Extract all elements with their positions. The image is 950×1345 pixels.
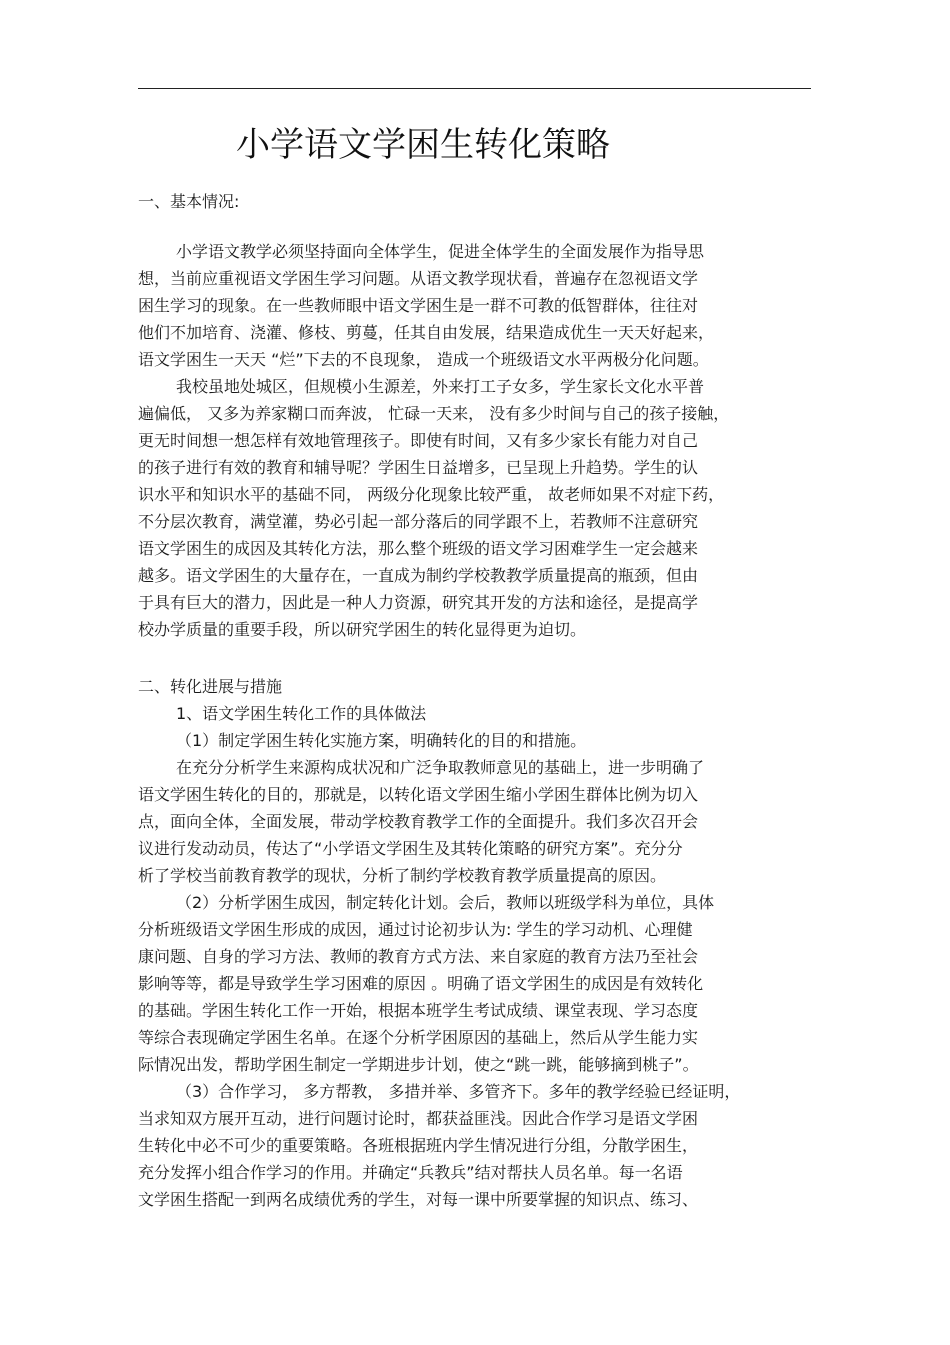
- paragraph-line: 语文学困生转化的目的，那就是，以转化语文学困生缩小学困生群体比例为切入: [138, 785, 699, 804]
- subsection-heading: 1、语文学困生转化工作的具体做法: [176, 704, 427, 723]
- paragraph-line: 等综合表现确定学困生名单。在逐个分析学困原因的基础上，然后从学生能力实: [138, 1028, 699, 1047]
- paragraph-line: 越多。语文学困生的大量存在，一直成为制约学校教教学质量提高的瓶颈，但由: [138, 566, 699, 585]
- paragraph-line: 识水平和知识水平的基础不同， 两级分化现象比较严重， 故老师如果不对症下药，: [138, 485, 725, 504]
- paragraph-line: 不分层次教育，满堂灌，势必引起一部分落后的同学跟不上，若教师不注意研究: [138, 512, 699, 531]
- paragraph-line: 生转化中必不可少的重要策略。各班根据班内学生情况进行分组，分散学困生，: [138, 1136, 699, 1155]
- paragraph-line: （3）合作学习， 多方帮教， 多措并举、多管齐下。多年的教学经验已经证明，: [176, 1082, 741, 1101]
- paragraph-line: 校办学质量的重要手段，所以研究学困生的转化显得更为迫切。: [138, 620, 587, 639]
- paragraph-line: 他们不加培育、浇灌、修枝、剪蔓，任其自由发展，结果造成优生一天天好起来，: [138, 323, 715, 342]
- item-heading: （1）制定学困生转化实施方案，明确转化的目的和措施。: [176, 731, 587, 750]
- paragraph-line: 的孩子进行有效的教育和辅导呢？学困生日益增多，已呈现上升趋势。学生的认: [138, 458, 699, 477]
- paragraph-line: 想，当前应重视语文学困生学习问题。从语文教学现状看，普遍存在忽视语文学: [138, 269, 699, 288]
- paragraph-line: 的基础。学困生转化工作一开始，根据本班学生考试成绩、课堂表现、学习态度: [138, 1001, 699, 1020]
- paragraph-line: 析了学校当前教育教学的现状，分析了制约学校教育教学质量提高的原因。: [138, 866, 667, 885]
- paragraph-line: 点，面向全体，全面发展，带动学校教育教学工作的全面提升。我们多次召开会: [138, 812, 699, 831]
- paragraph-line: 议进行发动动员，传达了“小学语文学困生及其转化策略的研究方案”。充分分: [138, 839, 683, 858]
- paragraph-line: 语文学困生的成因及其转化方法，那么整个班级的语文学习困难学生一定会越来: [138, 539, 699, 558]
- paragraph-line: （2）分析学困生成因，制定转化计划。会后，教师以班级学科为单位，具体: [176, 893, 715, 912]
- paragraph-line: 困生学习的现象。在一些教师眼中语文学困生是一群不可教的低智群体，往往对: [138, 296, 699, 315]
- paragraph-line: 文学困生搭配一到两名成绩优秀的学生，对每一课中所要掌握的知识点、练习、: [138, 1190, 699, 1209]
- paragraph-line: 语文学困生一天天 “烂”下去的不良现象， 造成一个班级语文水平两极分化问题。: [138, 350, 709, 369]
- paragraph-line: 遍偏低， 又多为养家糊口而奔波， 忙碌一天来， 没有多少时间与自己的孩子接触，: [138, 404, 730, 423]
- paragraph-line: 更无时间想一想怎样有效地管理孩子。即使有时间，又有多少家长有能力对自己: [138, 431, 699, 450]
- paragraph-line: 影响等等，都是导致学生学习困难的原因 。明确了语文学困生的成因是有效转化: [138, 974, 704, 993]
- paragraph-line: 康问题、自身的学习方法、教师的教育方式方法、来自家庭的教育方法乃至社会: [138, 947, 699, 966]
- paragraph-line: 我校虽地处城区，但规模小生源差，外来打工子女多，学生家长文化水平普: [176, 377, 705, 396]
- section-heading-basic: 一、基本情况:: [138, 192, 240, 211]
- header-rule: [138, 88, 811, 89]
- section-heading-progress: 二、转化进展与措施: [138, 677, 283, 696]
- paragraph-line: 在充分分析学生来源构成状况和广泛争取教师意见的基础上，进一步明确了: [176, 758, 705, 777]
- paragraph-line: 分析班级语文学困生形成的成因，通过讨论初步认为: 学生的学习动机、心理健: [138, 920, 693, 939]
- document-title: 小学语文学困生转化策略: [236, 125, 610, 165]
- paragraph-line: 际情况出发，帮助学困生制定一学期进步计划，使之“跳一跳，能够摘到桃子”。: [138, 1055, 699, 1074]
- paragraph-line: 于具有巨大的潜力，因此是一种人力资源，研究其开发的方法和途径，是提高学: [138, 593, 699, 612]
- paragraph-line: 充分发挥小组合作学习的作用。并确定“兵教兵”结对帮扶人员名单。每一名语: [138, 1163, 683, 1182]
- paragraph-line: 当求知双方展开互动，进行问题讨论时，都获益匪浅。因此合作学习是语文学困: [138, 1109, 699, 1128]
- paragraph-line: 小学语文教学必须坚持面向全体学生，促进全体学生的全面发展作为指导思: [176, 242, 705, 261]
